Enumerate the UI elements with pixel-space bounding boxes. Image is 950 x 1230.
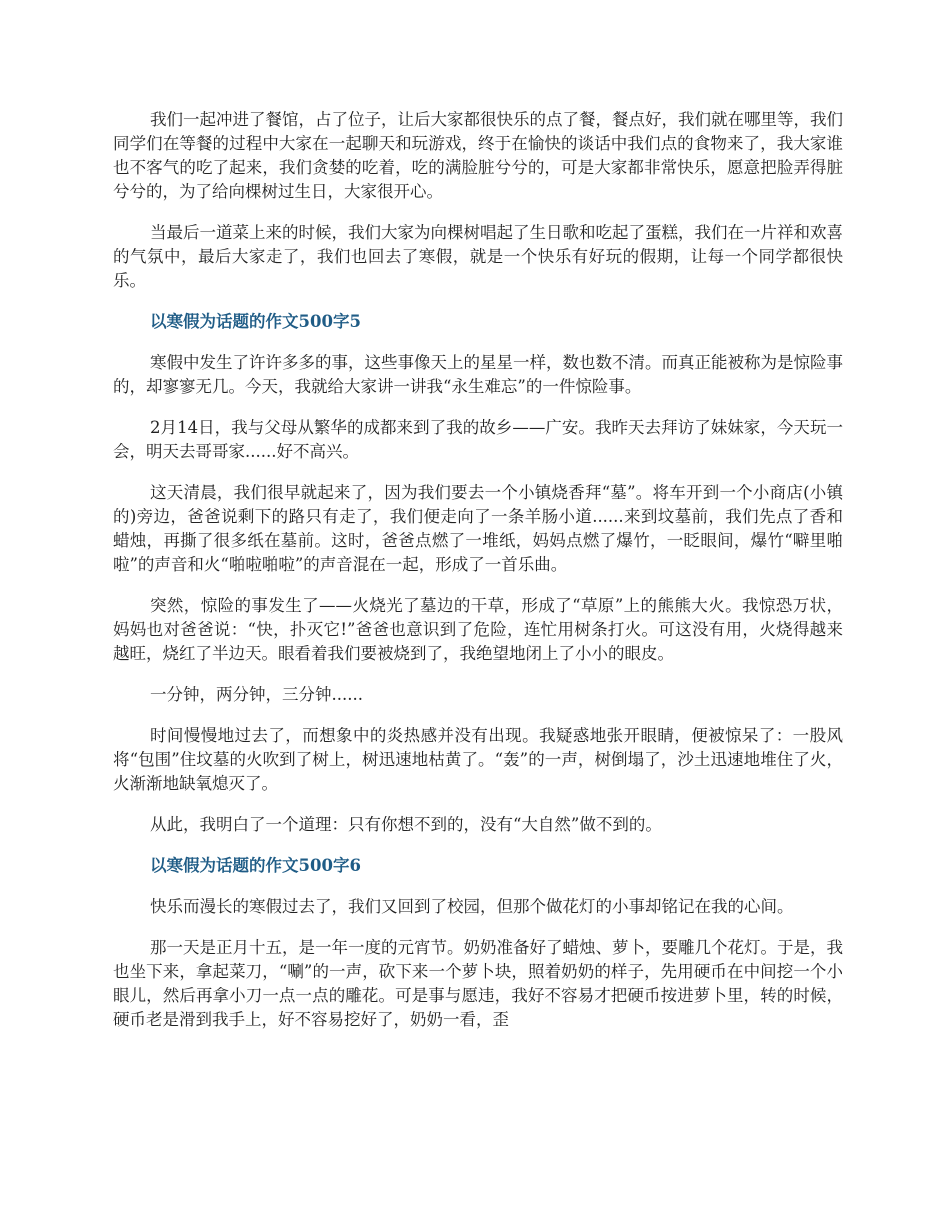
- paragraph: 从此，我明白了一个道理：只有你想不到的，没有“大自然”做不到的。: [150, 815, 662, 834]
- paragraph: 突然，惊险的事发生了——火烧光了墓边的干草，形成了“草原”上的熊熊大火。我惊恐万状，妈妈也对爸爸说：“快，扑灭它!”爸爸也意识到了危险，连忙用树条打火。可这没有用，火烧得越来越旺，烧红了半边天。眼看着我们要被烧到了，我绝望地闭上了小小的眼皮。: [113, 596, 843, 663]
- paragraph: 时间慢慢地过去了，而想象中的炎热感并没有出现。我疑惑地张开眼睛，便被惊呆了：一股风将“包围”住坟墓的火吹到了树上，树迅速地枯黄了。“轰”的一声，树倒塌了，沙土迅速地堆住了火，火渐渐地缺氧熄灭了。: [113, 726, 843, 793]
- document-page: [113, 108, 843, 1049]
- paragraph: 我们一起冲进了餐馆，占了位子，让后大家都很快乐的点了餐，餐点好，我们就在哪里等，我们同学们在等餐的过程中大家在一起聊天和玩游戏，终于在愉快的谈话中我们点的食物来了，我大家谁也不客气的吃了起来，我们贪婪的吃着，吃的满脸脏兮兮的，可是大家都非常快乐，愿意把脸弄得脏兮兮的，为了给向棵树过生日，大家很开心。: [113, 110, 843, 201]
- paragraph: 这天清晨，我们很早就起来了，因为我们要去一个小镇烧香拜“墓”。将车开到一个小商店(小镇的)旁边，爸爸说剩下的路只有走了，我们便走向了一条羊肠小道......来到坟墓前，我们先点了香和蜡烛，再撕了很多纸在墓前。这时，爸爸点燃了一堆纸，妈妈点燃了爆竹，一眨眼间，爆竹“噼里啪啦”的声音和火“啪啦啪啦”的声音混在一起，形成了一首乐曲。: [113, 483, 843, 574]
- paragraph: 一分钟，两分钟，三分钟......: [150, 685, 363, 704]
- paragraph: 那一天是正月十五，是一年一度的元宵节。奶奶准备好了蜡烛、萝卜，要雕几个花灯。于是，我也坐下来，拿起菜刀，“唰”的一声，砍下来一个萝卜块，照着奶奶的样子，先用硬币在中间挖一个小眼儿，然后再拿小刀一点一点的雕花。可是事与愿违，我好不容易才把硬币按进萝卜里，转的时候，硬币老是滑到我手上，好不容易挖好了，奶奶一看，歪: [113, 938, 843, 1029]
- paragraph: 寒假中发生了许许多多的事，这些事像天上的星星一样，数也数不清。而真正能被称为是惊险事的，却寥寥无几。今天，我就给大家讲一讲我“永生难忘”的一件惊险事。: [113, 353, 843, 396]
- section-heading: 以寒假为话题的作文500字6: [150, 856, 361, 875]
- paragraph: 当最后一道菜上来的时候，我们大家为向棵树唱起了生日歌和吃起了蛋糕，我们在一片祥和欢喜的气氛中，最后大家走了，我们也回去了寒假，就是一个快乐有好玩的假期，让每一个同学都很快乐。: [113, 223, 843, 290]
- section-heading: 以寒假为话题的作文500字5: [150, 312, 361, 331]
- paragraph: 2月14日，我与父母从繁华的成都来到了我的故乡——广安。我昨天去拜访了妹妹家，今天玩一会，明天去哥哥家......好不高兴。: [113, 418, 843, 461]
- paragraph: 快乐而漫长的寒假过去了，我们又回到了校园，但那个做花灯的小事却铭记在我的心间。: [150, 897, 794, 916]
